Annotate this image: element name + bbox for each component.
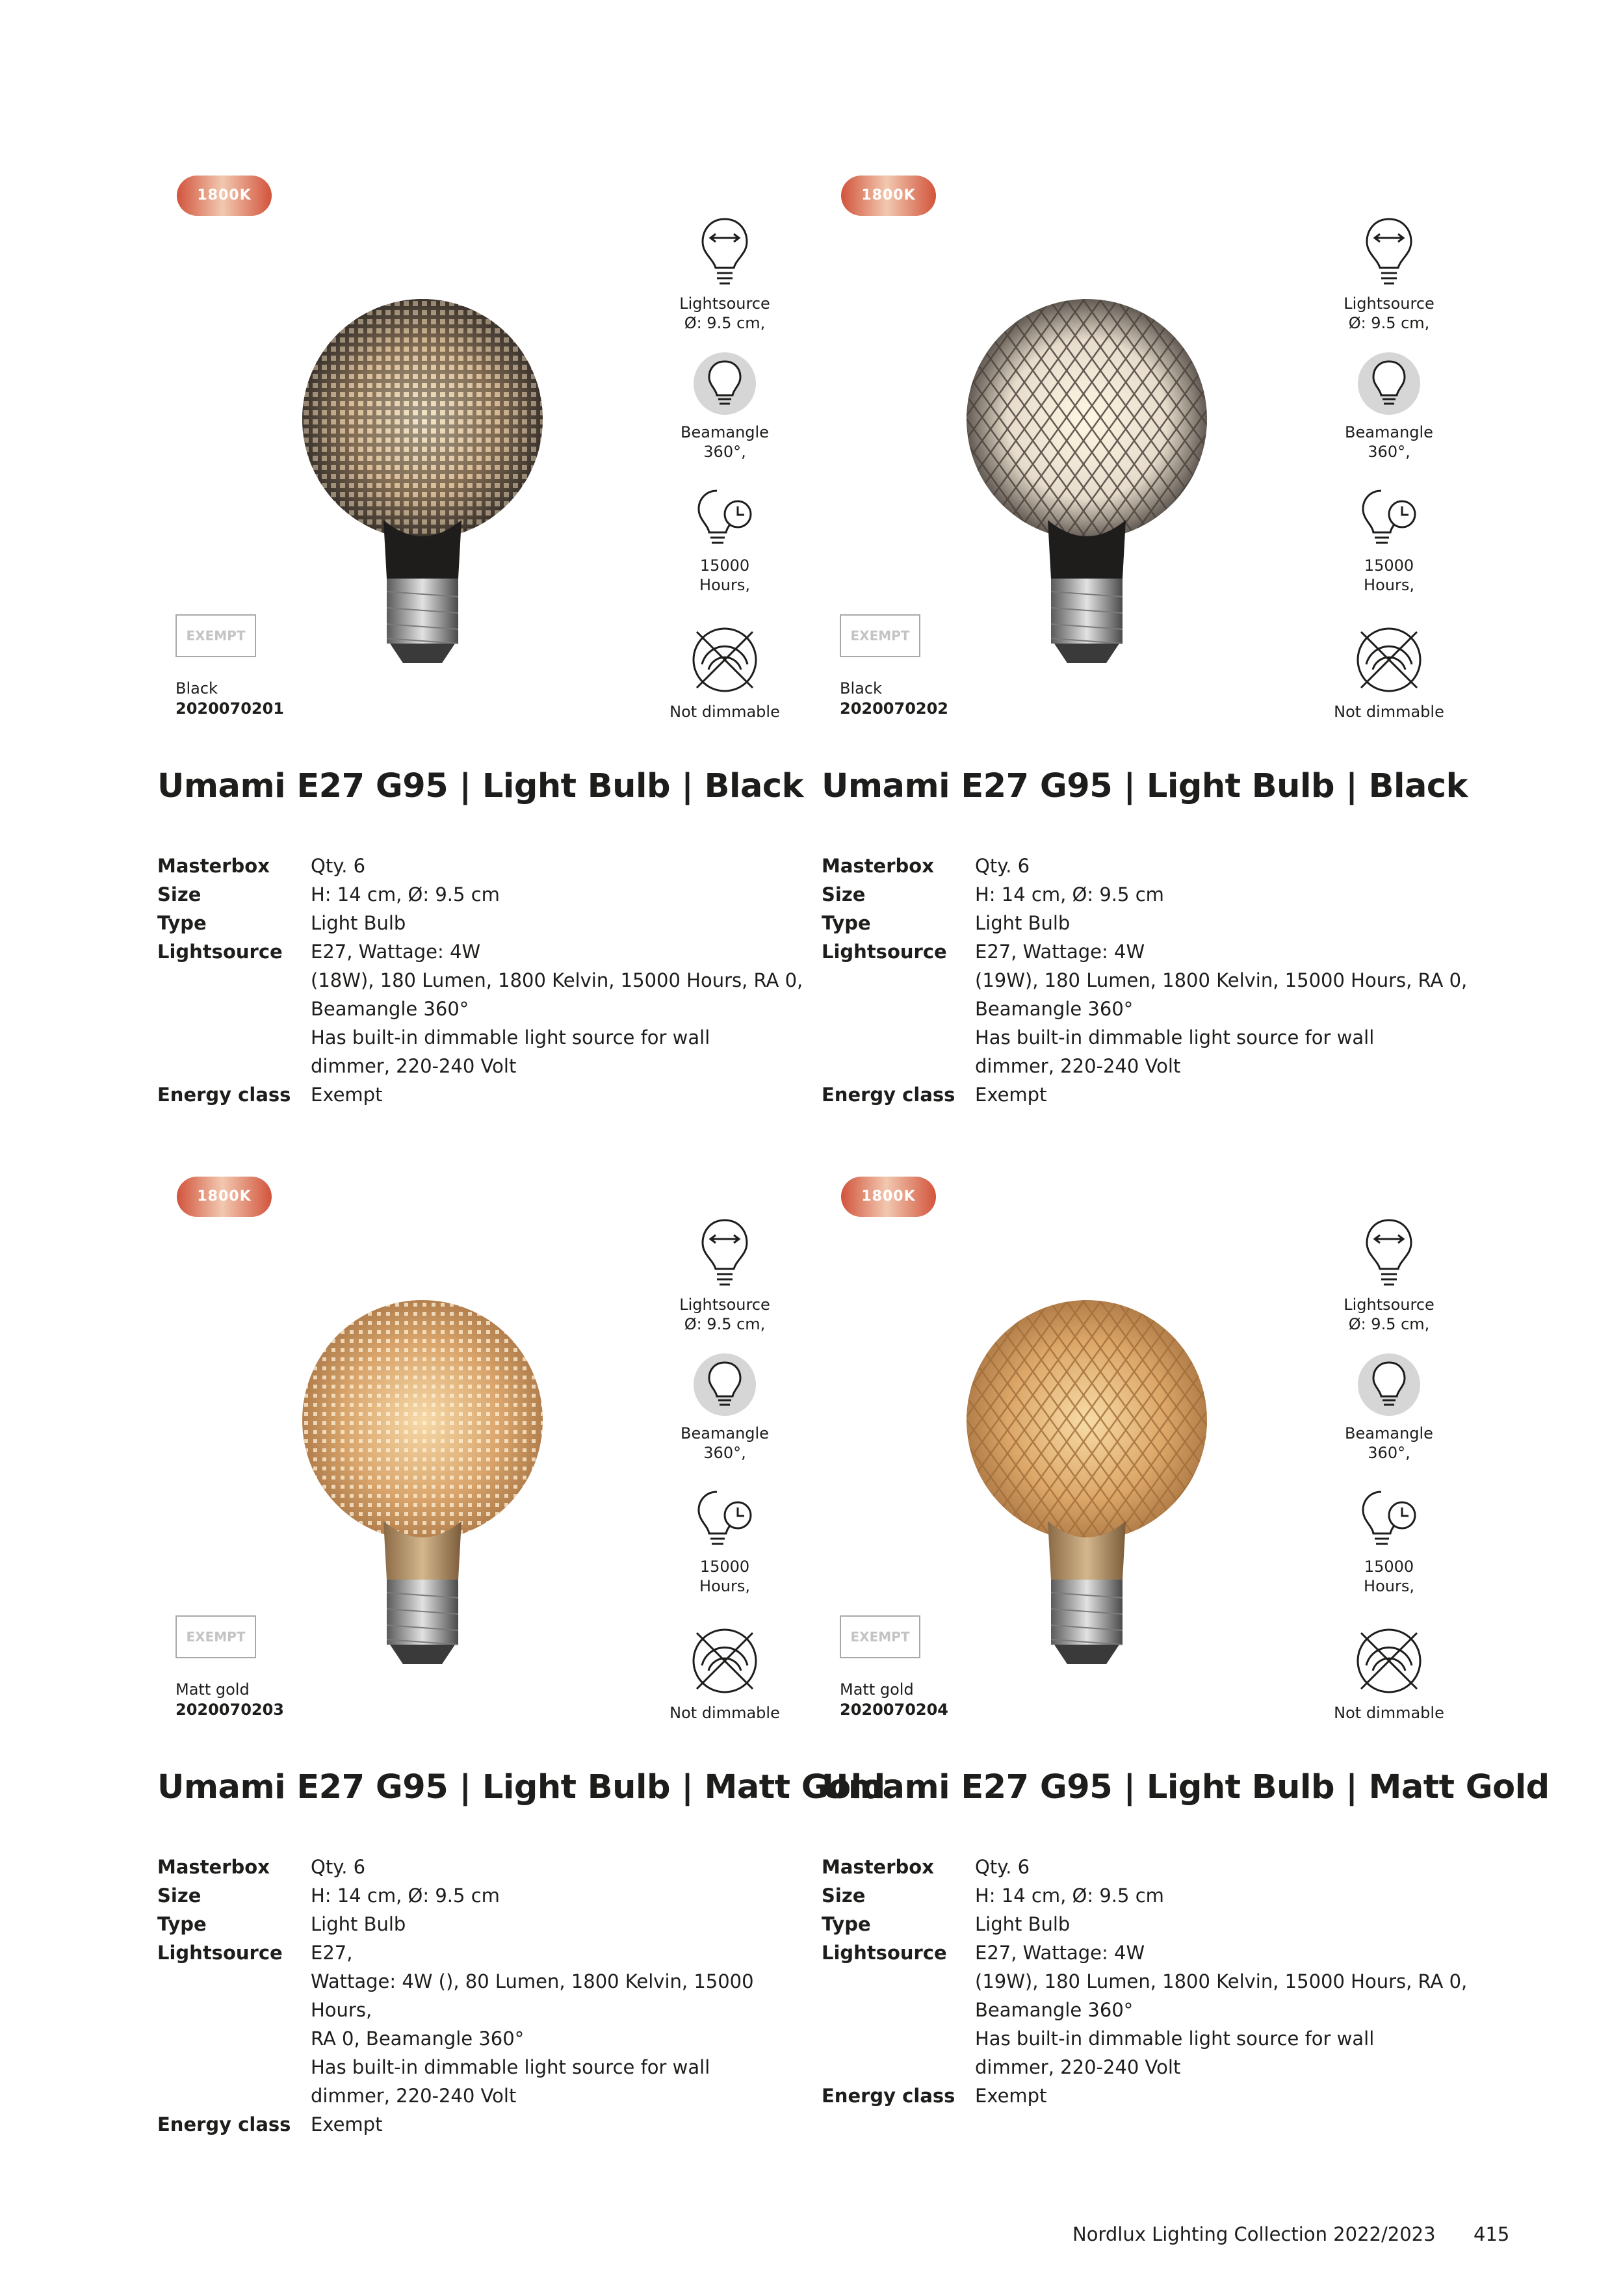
feature-dimmable — [1321, 624, 1457, 722]
spec-label: Lightsource — [822, 941, 947, 963]
product-card — [820, 1177, 1550, 2171]
spec-row — [157, 909, 811, 937]
article-number: 2020070201 — [175, 699, 284, 718]
spec-value: H: 14 cm, Ø: 9.5 cm — [311, 883, 500, 906]
spec-row — [822, 2081, 1475, 2110]
lifetime-label: 15000 Hours, — [699, 556, 750, 594]
spec-value: H: 14 cm, Ø: 9.5 cm — [311, 1885, 500, 1907]
beam-angle-icon — [1357, 1352, 1422, 1417]
product-title: Umami E27 G95 | Light Bulb | Matt Gold — [157, 1768, 885, 1807]
spec-label: Size — [157, 883, 201, 906]
not-dimmable-icon — [689, 1625, 760, 1697]
feature-beamangle — [656, 351, 793, 462]
spec-row — [157, 880, 811, 909]
spec-value: Qty. 6 — [311, 855, 366, 877]
not-dimmable-icon — [689, 624, 760, 696]
article-number: 2020070202 — [840, 699, 948, 718]
spec-value: E27, Wattage: 4W (19W), 180 Lumen, 1800 Kelvin, 15000 Hours, RA 0, Beamangle 360° Has built-in dimmable light source for wall dimmer, 220-240 Volt — [975, 1942, 1468, 2078]
spec-label: Masterbox — [822, 1856, 934, 1878]
spec-row — [157, 1080, 811, 1109]
spec-value: H: 14 cm, Ø: 9.5 cm — [975, 883, 1164, 906]
spec-label: Type — [822, 912, 871, 934]
energy-exempt-label: EXEMPT — [840, 1615, 920, 1658]
spec-table — [157, 852, 811, 1109]
dimmable-label: Not dimmable — [669, 1704, 780, 1722]
lifetime-label: 15000 Hours, — [1364, 1558, 1414, 1595]
spec-label: Masterbox — [157, 1856, 270, 1878]
spec-value: Light Bulb — [311, 1913, 406, 1935]
product-title: Umami E27 G95 | Light Bulb | Matt Gold — [822, 1768, 1550, 1807]
spec-table — [822, 852, 1475, 1109]
spec-label: Energy class — [822, 1084, 955, 1106]
spec-value: Qty. 6 — [975, 855, 1030, 877]
spec-label: Size — [822, 883, 866, 906]
feature-dimmable — [656, 624, 793, 722]
spec-row — [157, 1910, 811, 1938]
spec-row — [157, 937, 811, 1080]
feature-beamangle — [656, 1352, 793, 1463]
beamangle-label: Beamangle 360°, — [681, 423, 769, 461]
spec-row — [822, 1910, 1475, 1938]
spec-table — [157, 1853, 811, 2139]
article-number: 2020070204 — [840, 1701, 948, 1719]
color-temperature-badge: 1800K — [841, 176, 936, 216]
dimmable-label: Not dimmable — [669, 703, 780, 721]
product-title: Umami E27 G95 | Light Bulb | Black — [822, 767, 1468, 805]
dimmable-label: Not dimmable — [1334, 1704, 1444, 1722]
spec-label: Energy class — [157, 1084, 291, 1106]
color-temperature-badge: 1800K — [177, 1177, 272, 1217]
spec-label: Lightsource — [157, 1942, 283, 1964]
bulb-diameter-icon — [1363, 1217, 1415, 1288]
lightsource-label: Lightsource Ø: 9.5 cm, — [679, 294, 770, 332]
spec-row — [157, 1938, 811, 2110]
gold-diamond-bulb-image — [957, 1255, 1217, 1736]
spec-label: Lightsource — [822, 1942, 947, 1964]
spec-value: H: 14 cm, Ø: 9.5 cm — [975, 1885, 1164, 1907]
spec-label: Type — [157, 1913, 207, 1935]
spec-row — [822, 1853, 1475, 1881]
spec-value: Exempt — [311, 2113, 383, 2135]
spec-value: E27, Wattage: 4W (19W), 180 Lumen, 1800 Kelvin, 15000 Hours, RA 0, Beamangle 360° Has built-in dimmable light source for wall dimmer, 220-240 Volt — [975, 941, 1468, 1077]
spec-value: Exempt — [975, 1084, 1047, 1106]
spec-label: Size — [157, 1885, 201, 1907]
spec-label: Masterbox — [157, 855, 270, 877]
lightsource-label: Lightsource Ø: 9.5 cm, — [679, 1296, 770, 1333]
beamangle-label: Beamangle 360°, — [1345, 423, 1433, 461]
spec-row — [822, 1881, 1475, 1910]
lifetime-clock-icon — [1357, 1485, 1422, 1550]
page-number: 415 — [1474, 2223, 1510, 2245]
lifetime-clock-icon — [692, 1485, 757, 1550]
lightsource-label: Lightsource Ø: 9.5 cm, — [1344, 294, 1435, 332]
feature-dimmable — [1321, 1625, 1457, 1723]
spec-label: Energy class — [157, 2113, 291, 2135]
feature-beamangle — [1321, 1352, 1457, 1463]
spec-row — [822, 937, 1475, 1080]
not-dimmable-icon — [1353, 1625, 1425, 1697]
energy-exempt-label: EXEMPT — [175, 1615, 256, 1658]
spec-label: Size — [822, 1885, 866, 1907]
feature-lightsource — [1321, 216, 1457, 333]
product-title: Umami E27 G95 | Light Bulb | Black — [157, 767, 804, 805]
feature-dimmable — [656, 1625, 793, 1723]
black-grid-bulb-image — [292, 254, 552, 735]
spec-value: Exempt — [975, 2085, 1047, 2107]
product-card — [156, 176, 812, 1170]
energy-exempt-label: EXEMPT — [840, 614, 920, 657]
bulb-diameter-icon — [699, 216, 751, 287]
feature-beamangle — [1321, 351, 1457, 462]
spec-value: E27, Wattage: 4W (), 80 Lumen, 1800 Kelvin, 15000 Hours, RA 0, Beamangle 360° Has built-in dimmable light source for wall dimmer, 220-240 Volt — [311, 1942, 754, 2107]
color-name: Black — [175, 679, 218, 698]
not-dimmable-icon — [1353, 624, 1425, 696]
gold-grid-bulb-image — [292, 1255, 552, 1736]
collection-name: Nordlux Lighting Collection 2022/2023 — [1072, 2223, 1436, 2245]
bulb-diameter-icon — [1363, 216, 1415, 287]
spec-label: Energy class — [822, 2085, 955, 2107]
spec-row — [822, 852, 1475, 880]
spec-value: Qty. 6 — [975, 1856, 1030, 1878]
spec-row — [822, 880, 1475, 909]
article-number: 2020070203 — [175, 1701, 284, 1719]
spec-label: Masterbox — [822, 855, 934, 877]
feature-lifetime — [656, 484, 793, 595]
spec-row — [157, 1853, 811, 1881]
beamangle-label: Beamangle 360°, — [681, 1424, 769, 1462]
feature-lifetime — [656, 1485, 793, 1596]
spec-value: Qty. 6 — [311, 1856, 366, 1878]
beam-angle-icon — [692, 1352, 757, 1417]
color-temperature-badge: 1800K — [177, 176, 272, 216]
lifetime-clock-icon — [1357, 484, 1422, 549]
lifetime-label: 15000 Hours, — [1364, 556, 1414, 594]
color-name: Black — [840, 679, 882, 698]
lifetime-label: 15000 Hours, — [699, 1558, 750, 1595]
beam-angle-icon — [1357, 351, 1422, 416]
spec-row — [157, 2110, 811, 2139]
spec-label: Lightsource — [157, 941, 283, 963]
feature-lightsource — [656, 216, 793, 333]
spec-row — [157, 852, 811, 880]
energy-exempt-label: EXEMPT — [175, 614, 256, 657]
lifetime-clock-icon — [692, 484, 757, 549]
feature-lightsource — [656, 1217, 793, 1334]
beam-angle-icon — [692, 351, 757, 416]
color-name: Matt gold — [840, 1680, 914, 1699]
spec-row — [157, 1881, 811, 1910]
spec-value: E27, Wattage: 4W (18W), 180 Lumen, 1800 Kelvin, 15000 Hours, RA 0, Beamangle 360° Has built-in dimmable light source for wall dimmer, 220-240 Volt — [311, 941, 803, 1077]
feature-lightsource — [1321, 1217, 1457, 1334]
spec-label: Type — [157, 912, 207, 934]
bulb-diameter-icon — [699, 1217, 751, 1288]
page-footer — [1072, 2223, 1509, 2245]
spec-value: Light Bulb — [975, 912, 1071, 934]
black-diamond-bulb-image — [957, 254, 1217, 735]
product-card — [820, 176, 1477, 1170]
lightsource-label: Lightsource Ø: 9.5 cm, — [1344, 1296, 1435, 1333]
spec-row — [822, 909, 1475, 937]
dimmable-label: Not dimmable — [1334, 703, 1444, 721]
color-temperature-badge: 1800K — [841, 1177, 936, 1217]
spec-table — [822, 1853, 1475, 2110]
spec-value: Light Bulb — [311, 912, 406, 934]
spec-row — [822, 1080, 1475, 1109]
spec-value: Light Bulb — [975, 1913, 1071, 1935]
spec-label: Type — [822, 1913, 871, 1935]
spec-value: Exempt — [311, 1084, 383, 1106]
feature-lifetime — [1321, 484, 1457, 595]
feature-lifetime — [1321, 1485, 1457, 1596]
beamangle-label: Beamangle 360°, — [1345, 1424, 1433, 1462]
product-card — [156, 1177, 885, 2171]
spec-row — [822, 1938, 1475, 2081]
color-name: Matt gold — [175, 1680, 250, 1699]
